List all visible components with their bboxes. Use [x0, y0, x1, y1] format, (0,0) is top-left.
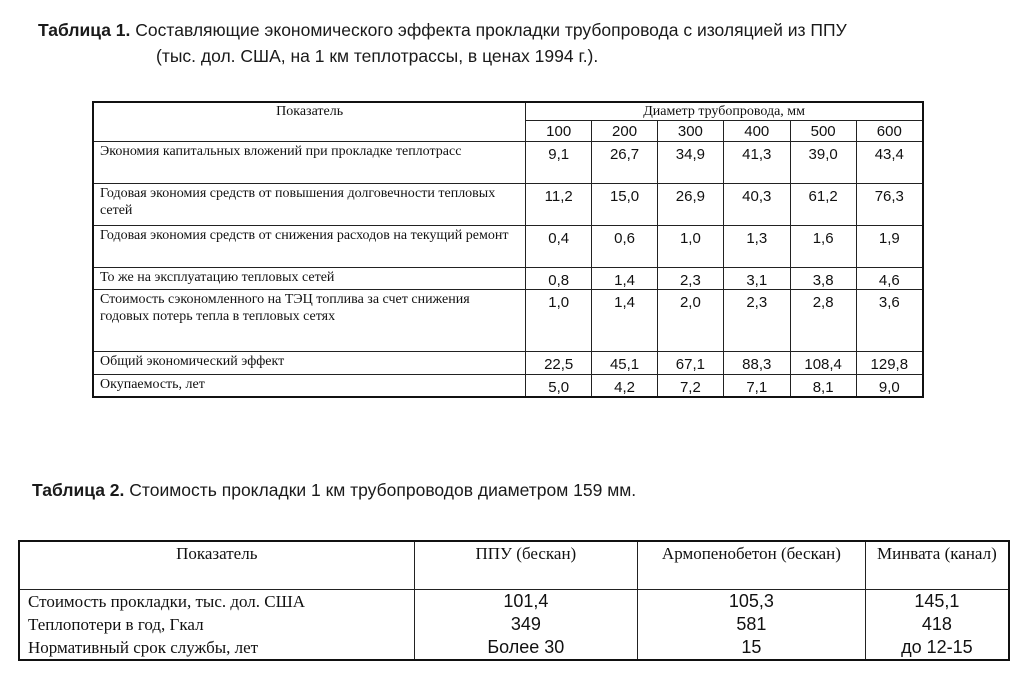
table-cell: 39,0 — [790, 142, 856, 184]
table-row — [93, 226, 923, 268]
diameter-header: 100 — [526, 121, 592, 142]
table-cell: 8,1 — [790, 375, 856, 398]
table2-header-minvata: Минвата (канал) — [865, 541, 1009, 590]
table-row — [93, 352, 923, 375]
table-cell: 3,8 — [790, 268, 856, 290]
table-cell: 105,3 — [638, 590, 866, 614]
row-label: Окупаемость, лет — [93, 375, 526, 398]
diameter-header: 600 — [856, 121, 923, 142]
table-cell: 2,0 — [657, 290, 723, 352]
table-cell: 1,4 — [592, 290, 658, 352]
table-cell: 67,1 — [657, 352, 723, 375]
table-cell: 34,9 — [657, 142, 723, 184]
table-cell: 26,9 — [657, 184, 723, 226]
table-cell: 0,8 — [526, 268, 592, 290]
row-label: Общий экономический эффект — [93, 352, 526, 375]
diameter-header: 200 — [592, 121, 658, 142]
table-row — [93, 184, 923, 226]
table-row — [19, 613, 1009, 636]
table-cell: 7,1 — [723, 375, 790, 398]
table-cell: 61,2 — [790, 184, 856, 226]
economic-effect-table — [92, 101, 924, 398]
table-row — [19, 590, 1009, 614]
table2-header-indicator: Показатель — [19, 541, 414, 590]
table1-caption-line1: Составляющие экономического эффекта прокладки трубопровода с изоляцией из ППУ — [130, 20, 847, 40]
table-cell: 43,4 — [856, 142, 923, 184]
table-cell: Более 30 — [414, 636, 637, 660]
table2-header-armopenobeton: Армопенобетон (бескан) — [638, 541, 866, 590]
table1-caption — [38, 17, 1008, 69]
table-row — [93, 142, 923, 184]
table-cell: 3,6 — [856, 290, 923, 352]
table-cell: 9,1 — [526, 142, 592, 184]
table-cell: 88,3 — [723, 352, 790, 375]
table-cell: 1,6 — [790, 226, 856, 268]
table-cell: 15,0 — [592, 184, 658, 226]
table-row — [93, 268, 923, 290]
table-row — [93, 375, 923, 398]
row-label: Стоимость прокладки, тыс. дол. США — [19, 590, 414, 614]
table-cell: 581 — [638, 613, 866, 636]
pipeline-cost-table — [18, 540, 1010, 661]
table1-header-indicator: Показатель — [93, 102, 526, 142]
table-cell: 11,2 — [526, 184, 592, 226]
table-cell: 1,9 — [856, 226, 923, 268]
table-cell: 4,6 — [856, 268, 923, 290]
table-cell: 76,3 — [856, 184, 923, 226]
row-label: Нормативный срок службы, лет — [19, 636, 414, 660]
table2-caption-text: Стоимость прокладки 1 км трубопроводов диаметром 159 мм. — [124, 480, 637, 500]
diameter-header: 400 — [723, 121, 790, 142]
row-label: То же на эксплуатацию тепловых сетей — [93, 268, 526, 290]
table-cell: 7,2 — [657, 375, 723, 398]
table-cell: 26,7 — [592, 142, 658, 184]
table-cell: 2,3 — [657, 268, 723, 290]
table-cell: 349 — [414, 613, 637, 636]
table-cell: 0,6 — [592, 226, 658, 268]
table2-caption — [32, 477, 636, 503]
table-cell: 15 — [638, 636, 866, 660]
table2-caption-label: Таблица 2. — [32, 480, 125, 500]
table-cell: 145,1 — [865, 590, 1009, 614]
row-label: Стоимость сэкономленного на ТЭЦ топлива за счет снижения годовых потерь тепла в тепловых сетях — [93, 290, 526, 352]
table-row — [93, 290, 923, 352]
table-cell: 101,4 — [414, 590, 637, 614]
table-cell: 129,8 — [856, 352, 923, 375]
table-cell: 5,0 — [526, 375, 592, 398]
table-cell: 40,3 — [723, 184, 790, 226]
table-row — [19, 636, 1009, 660]
row-label: Экономия капитальных вложений при прокладке теплотрасс — [93, 142, 526, 184]
table-cell: 1,0 — [526, 290, 592, 352]
table-cell: 108,4 — [790, 352, 856, 375]
diameter-header: 500 — [790, 121, 856, 142]
table-cell: 1,3 — [723, 226, 790, 268]
table-cell: 0,4 — [526, 226, 592, 268]
table-cell: 9,0 — [856, 375, 923, 398]
table-cell: 418 — [865, 613, 1009, 636]
table-cell: 45,1 — [592, 352, 658, 375]
table1-caption-label: Таблица 1. — [38, 20, 131, 40]
row-label: Годовая экономия средств от снижения расходов на текущий ремонт — [93, 226, 526, 268]
row-label: Теплопотери в год, Гкал — [19, 613, 414, 636]
diameter-header: 300 — [657, 121, 723, 142]
table-cell: 2,8 — [790, 290, 856, 352]
table-cell: 2,3 — [723, 290, 790, 352]
table-cell: 22,5 — [526, 352, 592, 375]
row-label: Годовая экономия средств от повышения долговечности тепловых сетей — [93, 184, 526, 226]
table1-caption-line2: (тыс. дол. США, на 1 км теплотрассы, в ценах 1994 г.). — [156, 46, 599, 66]
table-cell: 41,3 — [723, 142, 790, 184]
table-cell: до 12-15 — [865, 636, 1009, 660]
table1-header-diameter: Диаметр трубопровода, мм — [526, 102, 923, 121]
table-cell: 3,1 — [723, 268, 790, 290]
table-cell: 1,4 — [592, 268, 658, 290]
table-cell: 1,0 — [657, 226, 723, 268]
table2-header-ppu: ППУ (бескан) — [414, 541, 637, 590]
table-cell: 4,2 — [592, 375, 658, 398]
